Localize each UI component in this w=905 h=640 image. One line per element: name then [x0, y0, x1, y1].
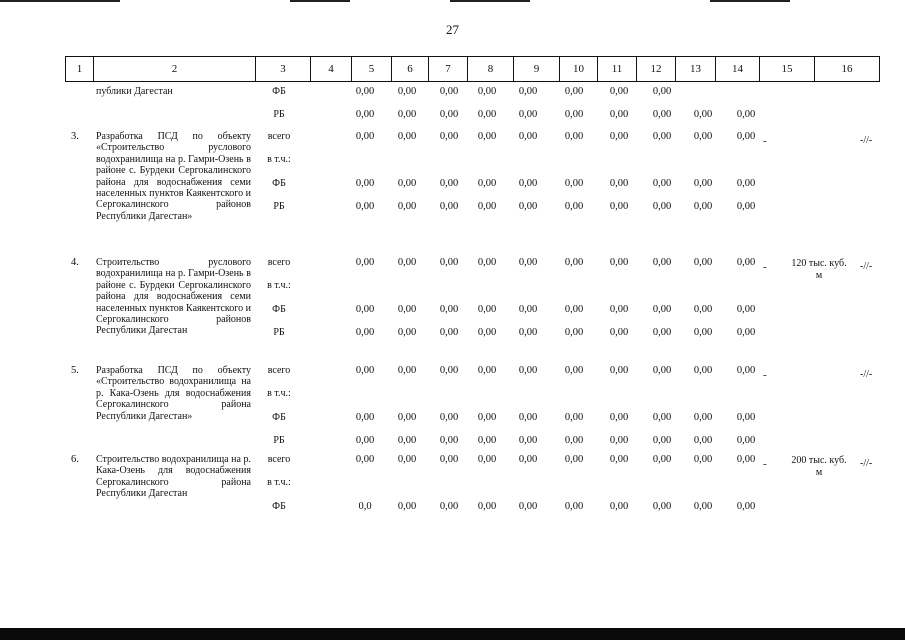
value-cell: 0,00 — [564, 131, 584, 142]
value-cell: 0,00 — [477, 435, 497, 446]
value-cell: 0,00 — [355, 131, 375, 142]
funding-source: в т.ч.: — [267, 154, 291, 165]
value-cell: 0,00 — [564, 201, 584, 212]
ditto-mark: -//- — [860, 458, 873, 469]
value-cell: 0,00 — [477, 412, 497, 423]
value-cell: 0,00 — [355, 109, 375, 120]
value-cell: 0,00 — [477, 86, 497, 97]
funding-line — [259, 304, 905, 318]
ditto-mark: -//- — [860, 369, 873, 380]
column-header-1: 1 — [76, 63, 83, 75]
value-cell: 0,00 — [693, 412, 713, 423]
column-header-7: 7 — [428, 57, 467, 81]
funding-source: всего — [267, 365, 291, 376]
value-cell: 0,00 — [355, 412, 375, 423]
funding-source: РБ — [273, 327, 285, 338]
funding-line — [259, 435, 905, 449]
value-cell: 0,00 — [609, 365, 629, 376]
column-header-6: 6 — [391, 57, 428, 81]
value-cell: 0,00 — [439, 257, 459, 268]
column-header-10: 10 — [559, 57, 597, 81]
value-cell: 0,00 — [518, 178, 538, 189]
value-cell: 0,00 — [477, 454, 497, 465]
funding-source: ФБ — [272, 178, 286, 189]
funding-line — [259, 201, 905, 215]
value-cell: 0,00 — [652, 304, 672, 315]
value-cell: 0,00 — [477, 201, 497, 212]
funding-source: РБ — [273, 109, 285, 120]
value-cell: 0,00 — [609, 435, 629, 446]
value-cell: 0,00 — [564, 178, 584, 189]
value-cell: 0,00 — [439, 365, 459, 376]
value-cell: 0,00 — [397, 327, 417, 338]
column-header-15: 15 — [759, 57, 814, 81]
value-cell: 0,00 — [564, 501, 584, 512]
scan-edge-line — [0, 0, 120, 2]
funding-line — [259, 477, 905, 491]
value-cell: 0,00 — [652, 86, 672, 97]
value-cell: 0,00 — [736, 109, 756, 120]
value-cell: 0,00 — [652, 201, 672, 212]
value-cell: 0,00 — [477, 178, 497, 189]
value-cell: 0,00 — [439, 435, 459, 446]
value-cell: 0,00 — [564, 435, 584, 446]
value-cell: 0,00 — [439, 501, 459, 512]
value-cell: 0,00 — [477, 109, 497, 120]
value-cell: 0,00 — [355, 201, 375, 212]
value-cell: 0,00 — [355, 435, 375, 446]
value-cell: 0,00 — [397, 454, 417, 465]
funding-source: в т.ч.: — [267, 388, 291, 399]
funding-source: в т.ч.: — [267, 477, 291, 488]
value-cell: 0,00 — [609, 201, 629, 212]
value-cell: 0,00 — [397, 435, 417, 446]
capacity-volume: 200 тыс. куб. м — [791, 455, 847, 478]
row-description: публики Дагестан — [96, 86, 173, 97]
value-cell: 0,00 — [693, 435, 713, 446]
row-description: Разработка ПСД по объекту «Строительство водохранилища на р. Кака-Озень для водоснабжения Сергокалинского района Республики Дагестан» — [96, 365, 251, 422]
value-cell: 0,00 — [477, 365, 497, 376]
value-cell: 0,00 — [736, 435, 756, 446]
value-cell: 0,00 — [477, 501, 497, 512]
funding-source: всего — [267, 454, 291, 465]
value-cell: 0,00 — [518, 304, 538, 315]
value-cell: 0,00 — [439, 201, 459, 212]
funding-line — [259, 501, 905, 515]
value-cell: 0,00 — [736, 365, 756, 376]
value-cell: 0,00 — [397, 257, 417, 268]
value-cell: 0,00 — [397, 304, 417, 315]
value-cell: 0,00 — [439, 327, 459, 338]
value-cell: 0,00 — [397, 501, 417, 512]
value-cell: 0,00 — [609, 501, 629, 512]
row-description: Разработка ПСД по объекту «Строительство руслового водохранилища на р. Гамри-Озень в районе с. Бурдеки Сергокалинского района для водоснабжения семи населенных пунктов Каякентского и Сергокалинского районов Республики Дагестан» — [96, 131, 251, 222]
column-14-dash: - — [763, 458, 767, 470]
funding-source: ФБ — [272, 501, 286, 512]
column-header-3: 3 — [255, 57, 310, 81]
ditto-mark: -//- — [860, 261, 873, 272]
value-cell: 0,00 — [736, 178, 756, 189]
funding-line — [259, 280, 905, 294]
value-cell: 0,00 — [518, 454, 538, 465]
value-cell: 0,00 — [355, 178, 375, 189]
value-cell: 0,00 — [397, 412, 417, 423]
value-cell: 0,00 — [355, 86, 375, 97]
row-number: 3. — [71, 131, 79, 142]
value-cell: 0,00 — [652, 501, 672, 512]
value-cell: 0,00 — [609, 454, 629, 465]
funding-line — [259, 109, 905, 123]
scan-edge-line — [290, 0, 350, 2]
funding-source: РБ — [273, 435, 285, 446]
table-header — [65, 56, 880, 82]
value-cell: 0,00 — [609, 257, 629, 268]
capacity-volume: 120 тыс. куб. м — [791, 258, 847, 281]
value-cell: 0,00 — [518, 86, 538, 97]
value-cell: 0,00 — [477, 131, 497, 142]
scan-edge-line — [450, 0, 530, 2]
value-cell: 0,00 — [736, 412, 756, 423]
value-cell: 0,00 — [693, 501, 713, 512]
value-cell: 0,00 — [609, 131, 629, 142]
column-header-11: 11 — [597, 57, 636, 81]
funding-source: РБ — [273, 201, 285, 212]
value-cell: 0,00 — [564, 454, 584, 465]
column-14-dash: - — [763, 261, 767, 273]
value-cell: 0,00 — [518, 365, 538, 376]
value-cell: 0,00 — [652, 435, 672, 446]
column-header-8: 8 — [467, 57, 513, 81]
funding-line — [259, 154, 905, 168]
value-cell: 0,00 — [439, 304, 459, 315]
funding-line — [259, 178, 905, 192]
row-description: Строительство водохранилища на р. Кака-Озень для водоснабжения Сергокалинского района Республики Дагестан — [96, 454, 251, 500]
value-cell: 0,00 — [564, 327, 584, 338]
column-header-16: 16 — [814, 57, 879, 81]
funding-line — [259, 327, 905, 341]
column-header-9: 9 — [513, 57, 559, 81]
value-cell: 0,00 — [439, 109, 459, 120]
value-cell: 0,00 — [518, 201, 538, 212]
column-header-12: 12 — [636, 57, 675, 81]
value-cell: 0,00 — [652, 178, 672, 189]
column-header-13: 13 — [675, 57, 715, 81]
value-cell: 0,00 — [439, 131, 459, 142]
value-cell: 0,00 — [355, 304, 375, 315]
value-cell: 0,00 — [693, 365, 713, 376]
value-cell: 0,00 — [564, 304, 584, 315]
value-cell: 0,00 — [652, 257, 672, 268]
ditto-mark: -//- — [860, 135, 873, 146]
value-cell: 0,00 — [652, 109, 672, 120]
funding-line — [259, 365, 905, 379]
value-cell: 0,00 — [564, 365, 584, 376]
row-description: Строительство руслового водохранилища на р. Гамри-Озень в районе с. Бурдеки Сергокалинского района для водоснабжения семи населенных пунктов Каякентского и Сергокалинского районов Республики Дагестан — [96, 257, 251, 337]
value-cell: 0,00 — [693, 327, 713, 338]
value-cell: 0,00 — [693, 201, 713, 212]
value-cell: 0,00 — [652, 131, 672, 142]
column-header-4: 4 — [310, 57, 351, 81]
value-cell: 0,00 — [693, 109, 713, 120]
value-cell: 0,00 — [355, 365, 375, 376]
value-cell: 0,00 — [477, 327, 497, 338]
value-cell: 0,00 — [736, 327, 756, 338]
value-cell: 0,00 — [439, 412, 459, 423]
value-cell: 0,00 — [693, 131, 713, 142]
scan-edge-line — [710, 0, 790, 2]
value-cell: 0,00 — [693, 304, 713, 315]
value-cell: 0,00 — [518, 412, 538, 423]
funding-source: в т.ч.: — [267, 280, 291, 291]
value-cell: 0,0 — [358, 501, 372, 512]
value-cell: 0,00 — [609, 178, 629, 189]
scan-bottom-edge — [0, 628, 905, 640]
value-cell: 0,00 — [518, 109, 538, 120]
value-cell: 0,00 — [397, 109, 417, 120]
value-cell: 0,00 — [477, 304, 497, 315]
row-number: 6. — [71, 454, 79, 465]
value-cell: 0,00 — [355, 257, 375, 268]
value-cell: 0,00 — [609, 86, 629, 97]
funding-source: ФБ — [272, 412, 286, 423]
value-cell: 0,00 — [355, 454, 375, 465]
value-cell: 0,00 — [736, 454, 756, 465]
value-cell: 0,00 — [518, 435, 538, 446]
value-cell: 0,00 — [736, 131, 756, 142]
value-cell: 0,00 — [518, 257, 538, 268]
value-cell: 0,00 — [736, 501, 756, 512]
value-cell: 0,00 — [564, 109, 584, 120]
value-cell: 0,00 — [736, 257, 756, 268]
funding-source: всего — [267, 131, 291, 142]
value-cell: 0,00 — [518, 501, 538, 512]
value-cell: 0,00 — [652, 365, 672, 376]
column-header-2: 2 — [93, 57, 255, 81]
value-cell: 0,00 — [609, 327, 629, 338]
value-cell: 0,00 — [439, 454, 459, 465]
funding-source: ФБ — [272, 304, 286, 315]
value-cell: 0,00 — [736, 201, 756, 212]
column-14-dash: - — [763, 135, 767, 147]
value-cell: 0,00 — [397, 131, 417, 142]
row-number: 5. — [71, 365, 79, 376]
funding-line — [259, 412, 905, 426]
value-cell: 0,00 — [693, 454, 713, 465]
value-cell: 0,00 — [439, 178, 459, 189]
value-cell: 0,00 — [477, 257, 497, 268]
value-cell: 0,00 — [609, 304, 629, 315]
value-cell: 0,00 — [693, 178, 713, 189]
value-cell: 0,00 — [397, 178, 417, 189]
value-cell: 0,00 — [397, 201, 417, 212]
value-cell: 0,00 — [609, 412, 629, 423]
page-number: 27 — [446, 22, 459, 37]
value-cell: 0,00 — [564, 412, 584, 423]
value-cell: 0,00 — [609, 109, 629, 120]
value-cell: 0,00 — [518, 327, 538, 338]
value-cell: 0,00 — [693, 257, 713, 268]
column-14-dash: - — [763, 369, 767, 381]
value-cell: 0,00 — [439, 86, 459, 97]
funding-source: ФБ — [272, 86, 286, 97]
funding-line — [259, 131, 905, 145]
value-cell: 0,00 — [355, 327, 375, 338]
value-cell: 0,00 — [397, 365, 417, 376]
value-cell: 0,00 — [652, 412, 672, 423]
column-header-5: 5 — [351, 57, 391, 81]
funding-source: всего — [267, 257, 291, 268]
value-cell: 0,00 — [736, 304, 756, 315]
value-cell: 0,00 — [652, 327, 672, 338]
value-cell: 0,00 — [518, 131, 538, 142]
funding-line — [259, 86, 905, 100]
value-cell: 0,00 — [564, 257, 584, 268]
value-cell: 0,00 — [397, 86, 417, 97]
column-header-14: 14 — [715, 57, 759, 81]
row-number: 4. — [71, 257, 79, 268]
value-cell: 0,00 — [564, 86, 584, 97]
funding-line — [259, 388, 905, 402]
value-cell: 0,00 — [652, 454, 672, 465]
